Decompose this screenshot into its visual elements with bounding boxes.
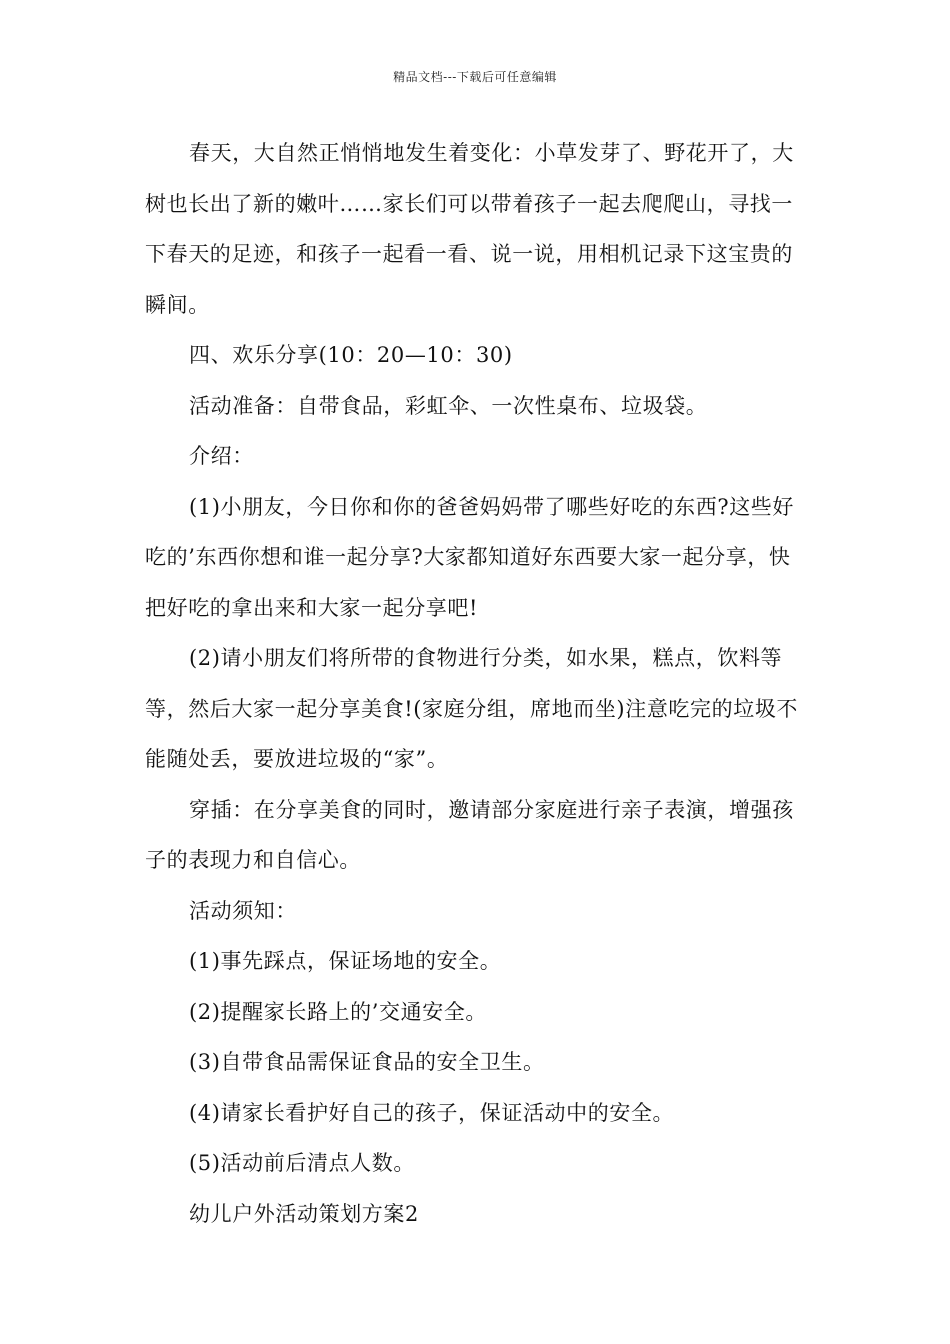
notice-item-3: (3)自带食品需保证食品的安全卫生。: [189, 1050, 545, 1074]
notice-item-2: (2)提醒家长路上的’交通安全。: [189, 999, 488, 1024]
paragraph-intro-label: 介绍：: [189, 444, 254, 468]
section-title-plan-2: 幼儿户外活动策划方案2: [189, 1201, 419, 1226]
page-header: 精品文档---下载后可任意编辑: [393, 70, 557, 84]
paragraph-preparation: 活动准备：自带食品，彩虹伞、一次性桌布、垃圾袋。: [189, 393, 708, 418]
paragraph-spring: 春天，大自然正悄悄地发生着变化：小草发芽了、野花开了，大树也长出了新的嫩叶……家长们可以带着孩子一起去爬爬山，寻找一下春天的足迹，和孩子一起看一看、说一说，用相机记录下这宝贵的瞬间。: [145, 141, 794, 317]
document-body: [145, 128, 810, 1239]
notice-item-4: (4)请家长看护好自己的孩子，保证活动中的安全。: [189, 1100, 675, 1125]
section-heading-sharing: 四、欢乐分享(10：20—10：30): [189, 343, 513, 367]
notice-item-1: (1)事先踩点，保证场地的安全。: [189, 949, 502, 973]
paragraph-intro-1: (1)小朋友，今日你和你的爸爸妈妈带了哪些好吃的东西?这些好吃的’东西你想和谁一起分享?大家都知道好东西要大家一起分享，快把好吃的拿出来和大家一起分享吧!: [145, 494, 795, 620]
notice-item-5: (5)活动前后清点人数。: [189, 1151, 415, 1175]
paragraph-notice-label: 活动须知：: [189, 898, 297, 923]
paragraph-interlude: 穿插：在分享美食的同时，邀请部分家庭进行亲子表演，增强孩子的表现力和自信心。: [145, 797, 794, 872]
paragraph-intro-2: (2)请小朋友们将所带的食物进行分类，如水果，糕点，饮料等等，然后大家一起分享美食!(家庭分组，席地而坐)注意吃完的垃圾不能随处丢，要放进垃圾的“家”。: [145, 646, 799, 771]
